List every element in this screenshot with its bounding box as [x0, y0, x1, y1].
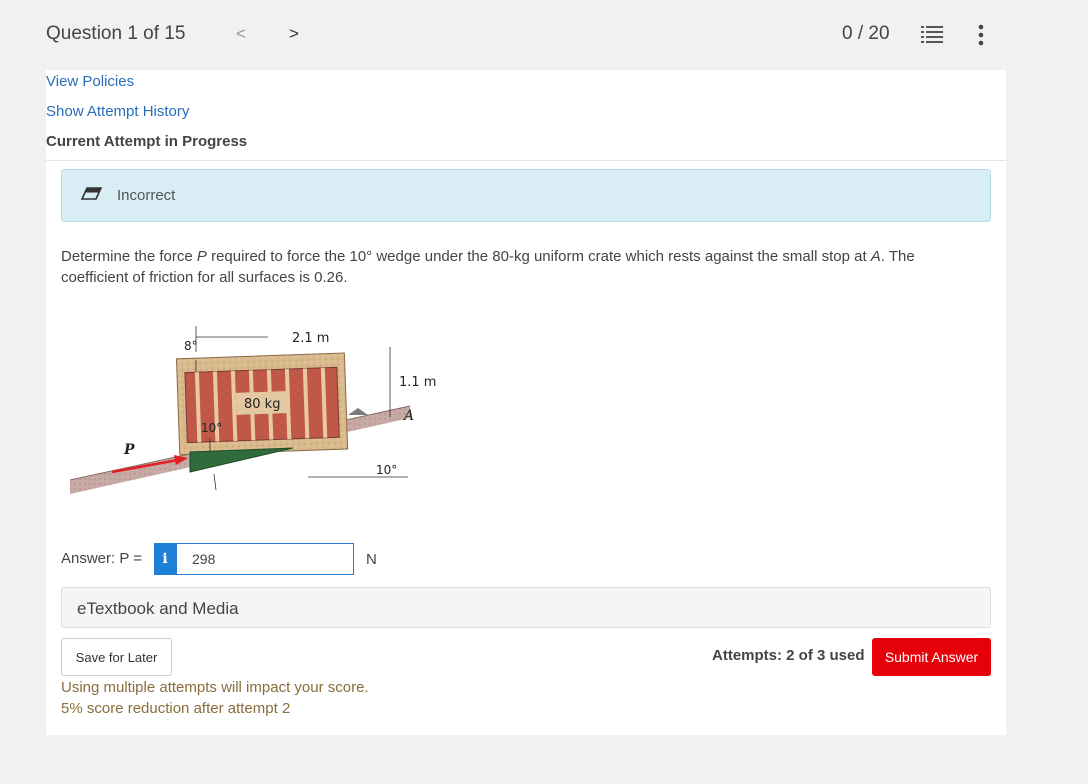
wedge	[190, 448, 293, 472]
next-question-button[interactable]: >	[289, 24, 299, 43]
figure-wedge-angle: 10°	[201, 421, 223, 435]
attempt-history-link[interactable]: Show Attempt History	[46, 103, 190, 120]
info-icon[interactable]: i	[154, 543, 176, 575]
question-text	[61, 246, 981, 288]
question-counter: Question 1 of 15	[46, 23, 186, 44]
top-bar	[0, 0, 1088, 70]
feedback-banner	[61, 169, 991, 222]
attempt-status: Current Attempt in Progress	[46, 133, 248, 150]
dimension-line	[214, 474, 216, 490]
view-policies-link[interactable]: View Policies	[46, 73, 135, 90]
score-reduction-note: 5% score reduction after attempt 2	[61, 700, 291, 717]
list-icon[interactable]	[921, 24, 943, 46]
question-card	[46, 70, 1006, 735]
figure-p-label: P	[124, 442, 135, 458]
figure-angle-top: 8°	[184, 339, 198, 353]
submit-answer-button[interactable]: Submit Answer	[872, 638, 991, 676]
question-text-part: . The coefficient of friction for all surfaces is 0.26.	[61, 248, 915, 286]
answer-input[interactable]	[176, 543, 354, 575]
etextbook-panel[interactable]	[61, 587, 991, 628]
save-for-later-button[interactable]: Save for Later	[61, 638, 172, 676]
attempts-note: Using multiple attempts will impact your score.	[61, 679, 369, 696]
figure-point-a: A	[404, 408, 415, 424]
figure-height-label: 1.1 m	[399, 375, 437, 390]
question-text-part: required to force the 10° wedge under the 80-kg uniform crate which rests against the small stop at	[206, 248, 871, 265]
score-display: 0 / 20	[842, 23, 890, 44]
figure-mass-label: 80 kg	[244, 397, 281, 412]
feedback-text: Incorrect	[117, 187, 176, 204]
answer-unit: N	[366, 551, 377, 568]
question-text-part: Determine the force	[61, 248, 197, 265]
stop-a	[348, 408, 368, 415]
variable-a: A	[870, 248, 881, 265]
wedge-crate-figure	[68, 312, 437, 497]
variable-p: P	[196, 248, 207, 265]
pencil-icon	[80, 184, 102, 202]
divider	[46, 160, 1006, 161]
figure-incline-angle: 10°	[376, 463, 398, 477]
attempts-counter: Attempts: 2 of 3 used	[712, 647, 865, 664]
answer-label: Answer: P =	[61, 550, 143, 567]
kebab-menu-icon[interactable]	[974, 23, 988, 47]
previous-question-button[interactable]: <	[236, 24, 246, 43]
figure-width-label: 2.1 m	[292, 331, 330, 346]
etextbook-label: eTextbook and Media	[77, 599, 239, 618]
